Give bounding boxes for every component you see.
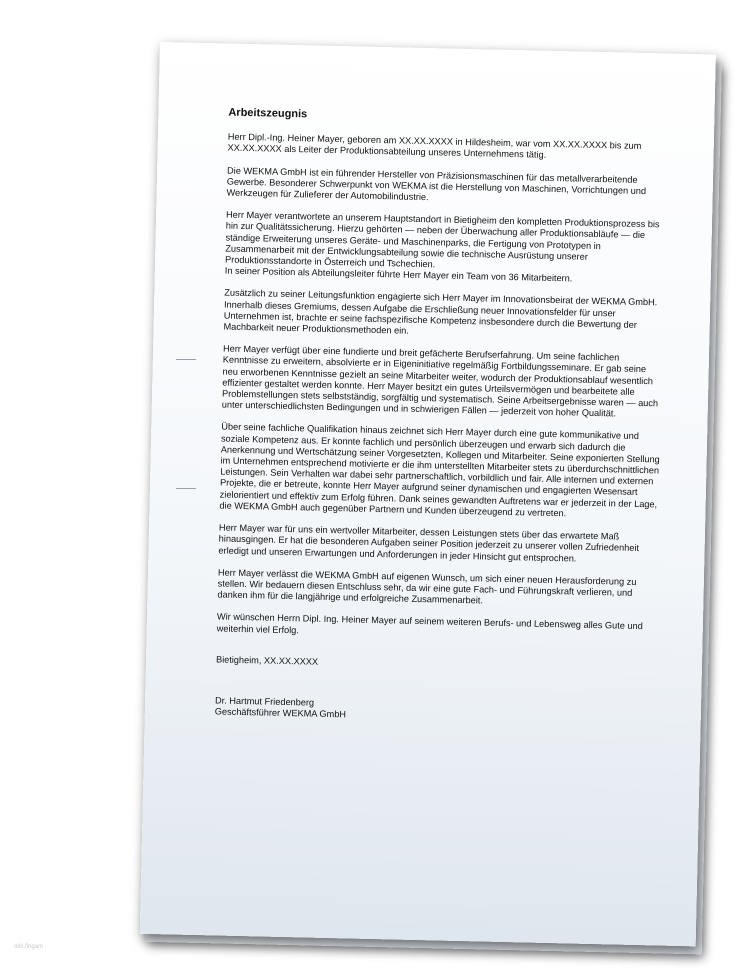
paragraph-responsibilities: Herr Mayer verantwortete an unserem Hauptstandort in Bietigheim den kompletten Produktionsprozess bis hin zur Qualitätssicherung. Hierzu gehörten — neben der Überwachung aller Produktionsabläufe — die ständige Erweiterung unseres Geräte- und Maschinenparks, die Fertigung von Prototypen in Zusammenarbeit mit der Entwicklungsabteilung sowie die technische Ausrüstung unserer Produktionsstandorte in Österreich und Tschechien. — [224, 209, 660, 270]
paragraph-innovation-board: Zusätzlich zu seiner Leitungsfunktion engagierte sich Herr Mayer im Innovationsbeirat der WEKMA GmbH. Innerhalb dieses Gremiums, dessen Aufgabe die Erschließung neuer Innovationsfelder für unser Unternehmen ist, brachte er seine fachspezifische Kompetenz insbesondere durch die Bewertung der Machbarkeit neuer Produktionsmethoden ein. — [223, 287, 658, 336]
watermark-text: ollo.fingam — [14, 944, 44, 950]
paragraph-overall-assessment: Herr Mayer war für uns ein wertvoller Mitarbeiter, dessen Leistungen stets über das erwartete Maß hinausgingen. Er hat die besonderen Aufgaben seiner Position jederzeit zu unserer vollen Zufriedenheit erledigt und unseren Erwartungen und Anforderungen in jeder Hinsicht gut entsprochen. — [218, 522, 640, 564]
paragraph-company-description: Die WEKMA GmbH ist ein führender Hersteller von Präzisionsmaschinen für das metallverarbeitende Gewerbe. Besonderer Schwerpunkt von WEKMA ist die Herstellung von Maschinen, Vorrichtungen und Werkzeugen für Zulieferer der Automobilindustrie. — [226, 165, 647, 203]
letter-body — [215, 108, 669, 728]
document-page — [140, 42, 716, 946]
document-title: Arbeitszeugnis — [228, 106, 308, 121]
paragraph-social-competence: Über seine fachliche Qualifikation hinaus zeichnet sich Herr Mayer durch eine gute kommunikative und soziale Kompetenz aus. Er konnte fachlich und persönlich überzeugen und erwarb sich dadurch die Anerkennung und Wertschätzung seiner Vorgesetzten, Kollegen und Mitarbeiter. Seine exponierten Stellung im Unternehmen entsprechend motivierte er die ihm unterstellten Mitarbeiter stets zu überdurchschnittlichen Leistungen. Sein Verhalten war dabei sehr partnerschaftlich, vorbildlich und fair. Alle internen und externen Projekte, die er betreute, konnte Herr Mayer aufgrund seiner dynamischen und engagierten Wesensart zielorientiert und effektiv zum Erfolg führen. Dank seines gewandten Auftretens war er jederzeit in der Lage, die WEKMA GmbH auch gegenüber Partnern und Kunden überzeugend zu vertreten. — [219, 421, 660, 519]
paragraph-experience: Herr Mayer verfügt über eine fundierte und breit gefächerte Berufserfahrung. Um seine fachlichen Kenntnisse zu erweitern, absolvierte er in Eigeninitiative regelmäßig Fortbildungsseminare. Er gab seine neu erworbenen Kenntnisse gezielt an seine Mitarbeiter weiter, wodurch der Produktionsablauf wesentlich effizienter gestaltet werden konnte. Herr Mayer besitzt ein gutes Urteilsvermögen und bearbeitete alle Problemstellungen stets selbstständig, sorgfältig und systematisch. Seine Arbeitsergebnisse waren — auch unter unterschiedlichsten Bedingungen und in schwierigen Fällen — jederzeit von hoher Qualität. — [221, 343, 659, 419]
paragraph-employment-period: Herr Dipl.-Ing. Heiner Mayer, geboren am XX.XX.XXXX in Hildesheim, war vom XX.XX.XXXX bis zum XX.XX.XXXX als Leiter der Produktionsabteilung unseres Unternehmens tätig. — [227, 131, 642, 161]
fold-mark-bottom — [176, 488, 196, 489]
fold-mark-top — [176, 359, 196, 360]
paragraph-team-size: In seiner Position als Abteilungsleiter führte Herr Mayer ein Team von 36 Mitarbeitern. — [224, 265, 573, 284]
paragraph-closing-wishes: Wir wünschen Herrn Dipl. Ing. Heiner Mayer auf seinem weiteren Berufs- und Lebensweg alles Gute und weiterhin viel Erfolg. — [216, 611, 643, 635]
place-and-date: Bietigheim, XX.XX.XXXX — [215, 654, 319, 667]
signatory-name: Dr. Hartmut Friedenberg — [214, 695, 315, 708]
paragraph-departure: Herr Mayer verlässt die WEKMA GmbH auf eigenen Wunsch, um sich einer neuen Herausforderung zu stellen. Wir bedauern diesen Entschluss sehr, da wir eine gute Fach- und Führungskraft verlieren, und danken ihm für die langjährige und erfolgreiche Zusammenarbeit. — [217, 567, 637, 606]
signatory-role: Geschäftsführer WEKMA GmbH — [214, 706, 347, 720]
